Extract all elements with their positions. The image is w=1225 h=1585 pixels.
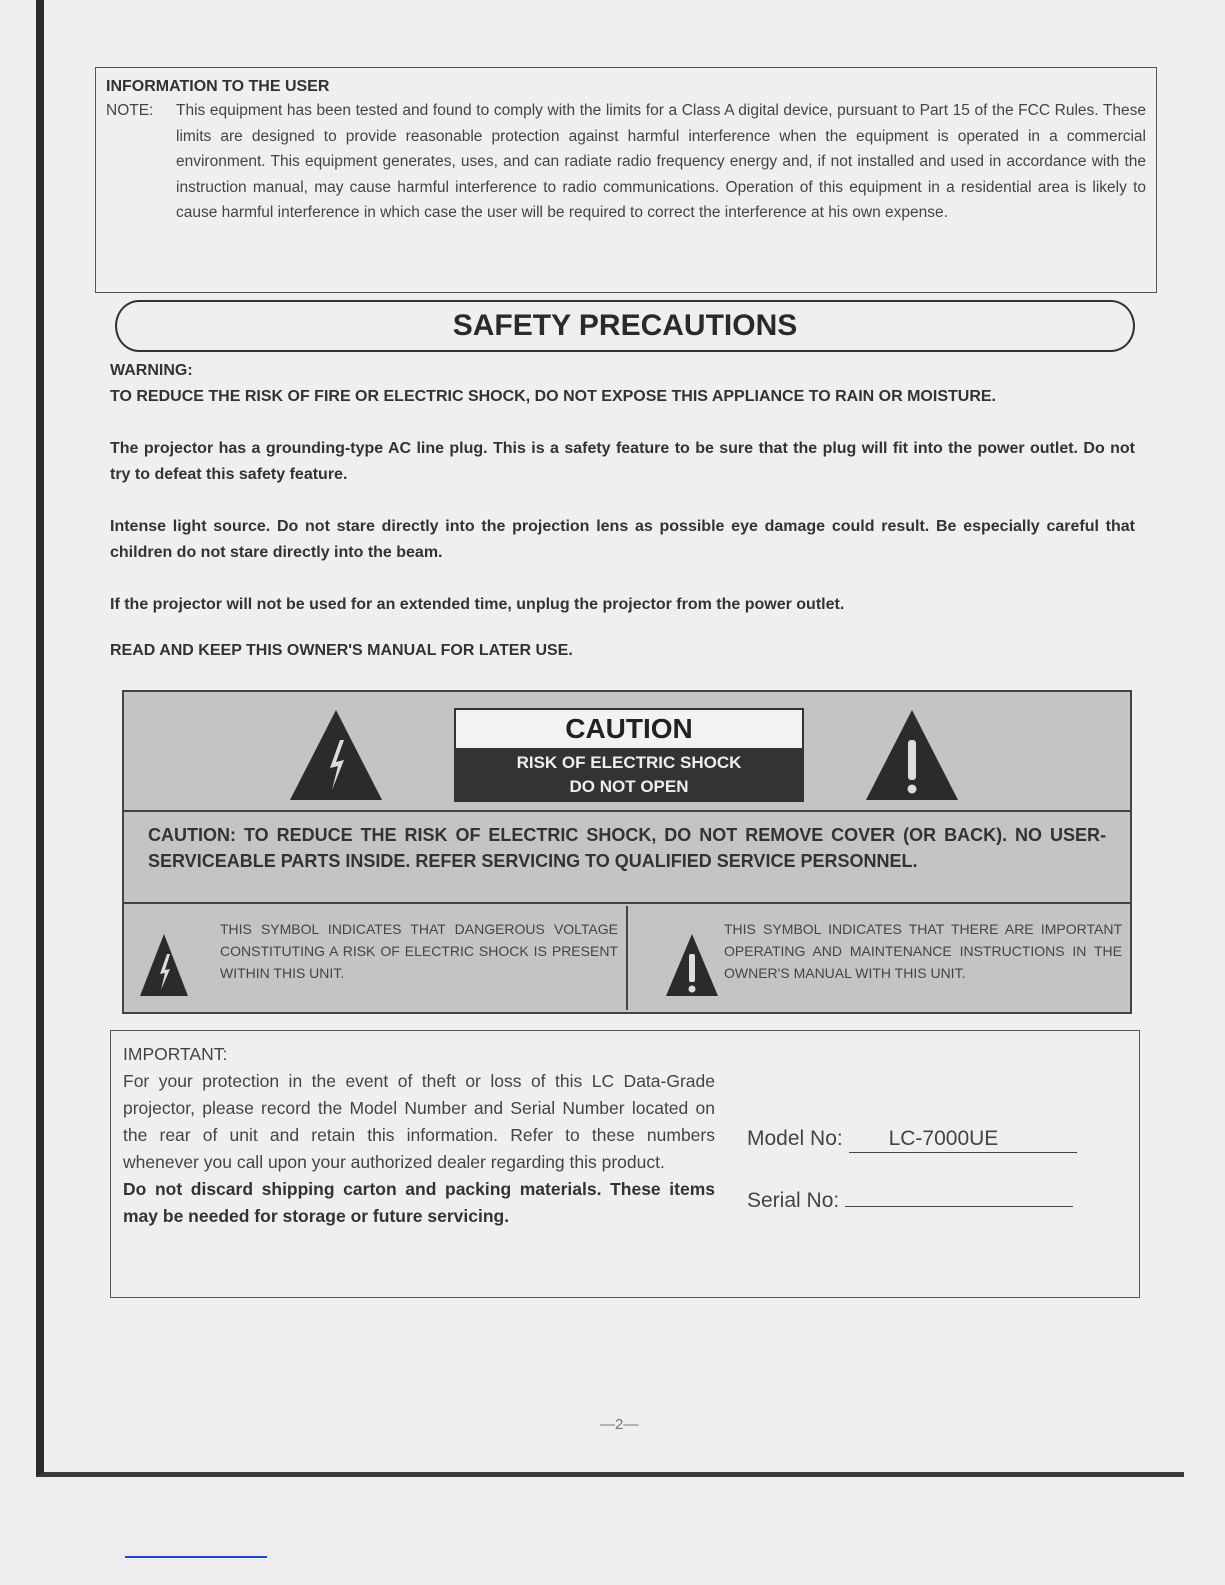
model-number-field	[747, 1127, 1077, 1153]
serial-number-field	[747, 1181, 1073, 1213]
caution-label-line1: RISK OF ELECTRIC SHOCK	[516, 753, 742, 772]
warning-paragraph: TO REDUCE THE RISK OF FIRE OR ELECTRIC SHOCK, DO NOT EXPOSE THIS APPLIANCE TO RAIN OR MOISTURE.	[110, 388, 996, 405]
model-value: LC-7000UE	[849, 1127, 1077, 1153]
warning-paragraph: READ AND KEEP THIS OWNER'S MANUAL FOR LATER USE.	[110, 642, 573, 659]
caution-statement: CAUTION: TO REDUCE THE RISK OF ELECTRIC SHOCK, DO NOT REMOVE COVER (OR BACK). NO USER-SERVICEABLE PARTS INSIDE. REFER SERVICING TO QUALIFIED SERVICE PERSONNEL.	[124, 812, 1130, 904]
warning-paragraph: If the projector will not be used for an extended time, unplug the projector from the power outlet.	[110, 596, 845, 613]
serial-value	[845, 1181, 1073, 1207]
lightning-warning-icon	[290, 710, 382, 800]
link-underline[interactable]	[125, 1556, 267, 1558]
warning-section	[110, 358, 1135, 690]
exclamation-symbol-text: THIS SYMBOL INDICATES THAT THERE ARE IMPORTANT OPERATING AND MAINTENANCE INSTRUCTIONS IN THE OWNER'S MANUAL WITH THIS UNIT.	[724, 921, 1122, 981]
lightning-symbol-explanation	[124, 906, 626, 1010]
safety-heading: SAFETY PRECAUTIONS	[115, 300, 1135, 352]
important-text: For your protection in the event of theft or loss of this LC Data-Grade projector, please record the Model Number and Serial Number located on the rear of unit and retain this information. Refer to these numbers whenever you call upon your authorized dealer regarding this product.	[123, 1071, 715, 1172]
caution-panel	[122, 690, 1132, 1014]
note-label: NOTE:	[106, 102, 154, 119]
model-label: Model No:	[747, 1127, 843, 1150]
page-number: —2—	[600, 1416, 639, 1433]
warning-paragraph: Intense light source. Do not stare directly into the projection lens as possible eye damage could result. Be especially careful that children do not stare directly into the beam.	[110, 518, 1135, 561]
note-text: This equipment has been tested and found to comply with the limits for a Class A digital device, pursuant to Part 15 of the FCC Rules. These limits are designed to provide reasonable protection against harmful interference when the equipment is operated in a commercial environment. This equipment generates, uses, and can radiate radio frequency energy and, if not installed and used in accordance with the instruction manual, may cause harmful interference to radio communications. Operation of this equipment in a residential area is likely to cause harmful interference in which case the user will be required to correct the interference at his own expense.	[176, 102, 1146, 221]
caution-label-title: CAUTION	[456, 710, 802, 748]
exclamation-warning-icon	[866, 710, 958, 800]
lightning-symbol-text: THIS SYMBOL INDICATES THAT DANGEROUS VOLTAGE CONSTITUTING A RISK OF ELECTRIC SHOCK IS PRESENT WITHIN THIS UNIT.	[220, 921, 618, 981]
important-bold-text: Do not discard shipping carton and packing materials. These items may be needed for storage or future servicing.	[123, 1179, 715, 1226]
info-title: INFORMATION TO THE USER	[106, 78, 330, 95]
lightning-warning-icon	[140, 934, 188, 996]
fcc-information-box	[95, 67, 1157, 293]
caution-label-line2: DO NOT OPEN	[569, 777, 689, 796]
warning-paragraph: The projector has a grounding-type AC line plug. This is a safety feature to be sure that the plug will fit into the power outlet. Do not try to defeat this safety feature.	[110, 440, 1135, 483]
warning-label: WARNING:	[110, 362, 193, 379]
exclamation-warning-icon	[666, 934, 718, 996]
caution-label	[454, 708, 804, 802]
serial-label: Serial No:	[747, 1189, 840, 1212]
important-box	[110, 1030, 1140, 1298]
exclamation-symbol-explanation	[626, 906, 1130, 1010]
important-title: IMPORTANT:	[123, 1044, 228, 1064]
